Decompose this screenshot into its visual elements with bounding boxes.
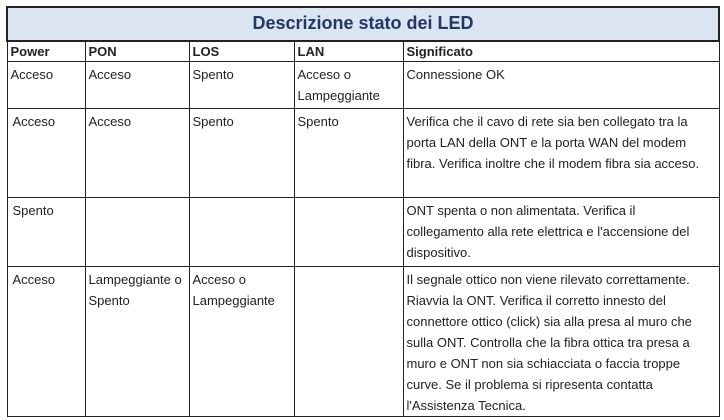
cell-los: Acceso o Lampeggiante	[189, 267, 294, 417]
table-title: Descrizione stato dei LED	[7, 7, 719, 41]
cell-lan: Spento	[294, 109, 403, 198]
table-row	[7, 267, 719, 417]
cell-lan: Acceso o Lampeggiante	[294, 62, 403, 109]
cell-los: Spento	[189, 62, 294, 109]
cell-los	[189, 198, 294, 267]
header-los: LOS	[189, 41, 294, 62]
cell-significato: Il segnale ottico non viene rilevato correttamente. Riavvia la ONT. Verifica il corretto innesto del connettore ottico (click) sia alla presa al muro che sulla ONT. Controlla che la fibra ottica tra presa a muro e ONT non sia schiacciata o faccia troppe curve. Se il problema si ripresenta contatta l'Assistenza Tecnica.	[403, 267, 719, 417]
cell-power: Acceso	[7, 109, 85, 198]
cell-pon: Acceso	[85, 62, 189, 109]
cell-lan	[294, 267, 403, 417]
cell-los: Spento	[189, 109, 294, 198]
cell-significato: ONT spenta o non alimentata. Verifica il collegamento alla rete elettrica e l'accensione del dispositivo.	[403, 198, 719, 267]
led-status-table	[6, 6, 720, 417]
cell-power: Spento	[7, 198, 85, 267]
cell-power: Acceso	[7, 62, 85, 109]
header-pon: PON	[85, 41, 189, 62]
table-row	[7, 198, 719, 267]
table-header-row	[7, 41, 719, 62]
cell-significato: Verifica che il cavo di rete sia ben collegato tra la porta LAN della ONT e la porta WAN del modem fibra. Verifica inoltre che il modem fibra sia acceso.	[403, 109, 719, 198]
cell-pon	[85, 198, 189, 267]
header-lan: LAN	[294, 41, 403, 62]
header-power: Power	[7, 41, 85, 62]
cell-lan	[294, 198, 403, 267]
cell-pon: Acceso	[85, 109, 189, 198]
table-row	[7, 62, 719, 109]
table-row	[7, 109, 719, 198]
header-significato: Significato	[403, 41, 719, 62]
cell-significato: Connessione OK	[403, 62, 719, 109]
cell-pon: Lampeggiante o Spento	[85, 267, 189, 417]
cell-power: Acceso	[7, 267, 85, 417]
